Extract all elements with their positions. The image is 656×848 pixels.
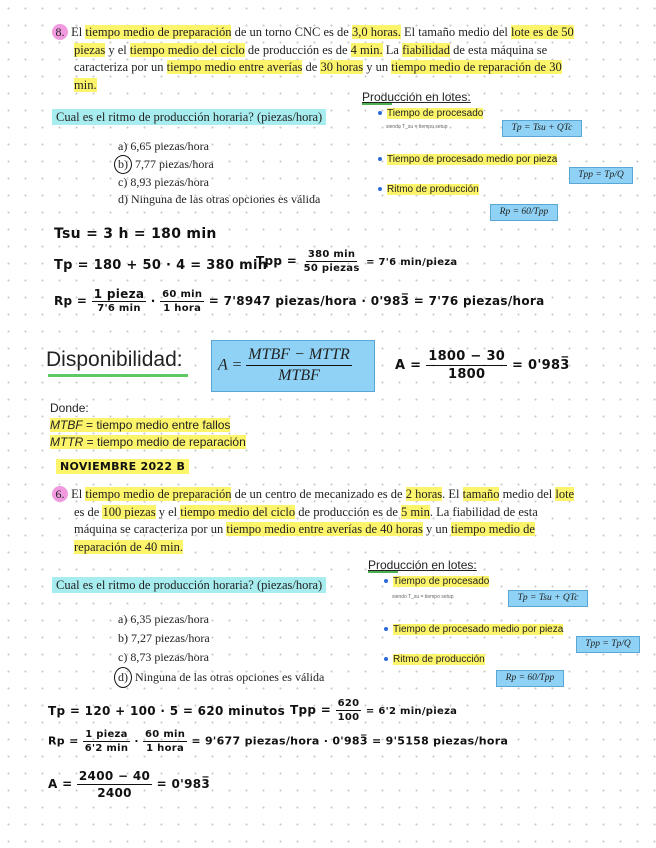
bullet-icon [384, 627, 388, 631]
bullet-icon [384, 579, 388, 583]
q6-question: Cual es el ritmo de producción horaria? (piezas/hora) [52, 578, 326, 593]
q6-line1: 6. El tiempo medio de preparación de un centro de mecanizado es de 2 horas. El tamaño medio del lote [52, 486, 642, 504]
setup-note: siendo T_su = tiempo setup [392, 594, 454, 600]
q8-line4: min. [74, 77, 97, 92]
q8-number: 8. [52, 24, 68, 40]
hw-rp-2: Rp = $\frac{\text{1 pieza}}{6'2 \min}$ · $\frac{60 \min}{\text{1 hora}}$ = 9'677 piezas/hora · 0'983̅ = 9'5158 piezas/hora [48, 729, 509, 754]
donde-block [50, 400, 246, 451]
info-panel-1 [362, 90, 642, 225]
fraction: $\frac{380 \min}{\text{50 piezas}}$ [303, 249, 360, 274]
formula-tp: Tp = Tsu + QTc [502, 120, 582, 137]
bullet-icon [378, 111, 382, 115]
formula-tp: Tp = Tsu + QTc [508, 590, 588, 607]
hw-tp-1: Tp = 180 + 50 · 4 = 380 min [54, 258, 268, 273]
donde-mttr: MTTR = tiempo medio de reparación [50, 435, 246, 449]
info-panel-2 [368, 558, 648, 693]
q8-options [118, 138, 320, 208]
disponibilidad-label: Disponibilidad: [46, 348, 188, 377]
q8-option-a[interactable]: a) 6,65 piezas/hora [118, 139, 209, 153]
q6-option-d[interactable]: d) Ninguna de las otras opciones es válida [118, 667, 324, 688]
info-title: Producción en lotes: [362, 90, 471, 104]
bullet-icon [384, 657, 388, 661]
fraction: $\frac{\text{MTBF − MTTR}}{\text{MTBF}}$ [248, 346, 350, 384]
q8-option-d[interactable]: d) Ninguna de las otras opciones es válida [118, 192, 321, 206]
section-heading-nov-2022: NOVIEMBRE 2022 B [56, 460, 189, 473]
formula-rp: Rp = 60/Tpp [490, 204, 558, 221]
formula-rp: Rp = 60/Tpp [496, 670, 564, 687]
q6-line4: reparación de 40 min. [74, 539, 183, 554]
q6-statement [52, 486, 642, 556]
underline-stroke [48, 374, 188, 377]
donde-mtbf: MTBF = tiempo medio entre fallos [50, 418, 231, 432]
info-item-avg-time-per-piece: Tiempo de procesado medio por pieza [378, 154, 557, 165]
fraction: $\frac{\text{1 pieza}}{6'2 \min}$ [84, 729, 129, 754]
info-title: Producción en lotes: [368, 558, 477, 572]
q8-option-c[interactable]: c) 8,93 piezas/hora [118, 175, 209, 189]
q8-statement [52, 24, 612, 94]
hw-rp-1: Rp = $\frac{\text{1 pieza}}{7'6 \min}$ · $\frac{60 \min}{\text{1 hora}}$ = 7'8947 piezas/hora · 0'983̅ = 7'76 piezas/hora [54, 287, 545, 314]
info-item-production-rate: Ritmo de producción [378, 184, 479, 195]
formula-tpp: Tpp = Tp/Q [569, 167, 633, 184]
q8-question: Cual es el ritmo de producción horaria? (piezas/hora) [52, 110, 326, 125]
hw-tpp-1: Tpp = $\frac{380 \min}{\text{50 piezas}}$ = 7'6 min/pieza [256, 249, 458, 274]
fraction: $\frac{620}{100}$ [337, 698, 360, 723]
bullet-icon [378, 157, 382, 161]
hw-tp-2: Tp = 120 + 100 · 5 = 620 minutos [48, 704, 286, 718]
formula-tpp: Tpp = Tp/Q [576, 636, 640, 653]
q6-option-a[interactable]: a) 6,35 piezas/hora [118, 612, 209, 626]
q6-options [118, 610, 324, 688]
q6-option-b[interactable]: b) 7,27 piezas/hora [118, 631, 210, 645]
hw-availability-calc-2: A = $\frac{2400 - 40}{2400}$ = 0'983̅ [48, 769, 211, 800]
info-item-production-rate: Ritmo de producción [384, 654, 485, 665]
info-item-avg-time-per-piece: Tiempo de procesado medio por pieza [384, 624, 563, 635]
hw-tsu: Tsu = 3 h = 180 min [54, 226, 217, 242]
q6-line2: es de 100 piezas y el tiempo medio del ciclo de producción es de 5 min. La fiabilidad de esta [74, 504, 538, 519]
info-item-processing-time: Tiempo de procesado [378, 108, 483, 119]
fraction: $\frac{60 \min}{\text{1 hora}}$ [162, 289, 203, 314]
q6-number: 6. [52, 486, 68, 502]
fraction: $\frac{1800 - 30}{1800}$ [428, 349, 506, 382]
hw-availability-calc-1: A = $\frac{1800 - 30}{1800}$ = 0'983̅ [395, 349, 570, 382]
bullet-icon [378, 187, 382, 191]
q8-line3: caracteriza por un tiempo medio entre averías de 30 horas y un tiempo medio de reparación de 30 [74, 60, 562, 74]
selected-answer-circle: d) [114, 667, 132, 688]
info-item-processing-time: Tiempo de procesado [384, 576, 489, 587]
selected-answer-circle: b) [114, 155, 132, 174]
q8-line2: piezas y el tiempo medio del ciclo de producción es de 4 min. La fiabilidad de esta máquina se [74, 42, 548, 57]
q8-line1: 8. El tiempo medio de preparación de un torno CNC es de 3,0 horas. El tamaño medio del lote es de 50 [52, 24, 612, 42]
hw-tpp-2: Tpp = $\frac{620}{100}$ = 6'2 min/pieza [290, 698, 458, 723]
availability-formula: A = $\frac{\text{MTBF − MTTR}}{\text{MTBF}}$ [218, 346, 350, 384]
donde-label: Donde: [50, 401, 89, 415]
fraction: $\frac{60 \min}{\text{1 hora}}$ [145, 729, 186, 754]
fraction: $\frac{2400 - 40}{2400}$ [78, 769, 151, 800]
q8-option-b[interactable]: b) 7,77 piezas/hora [118, 155, 320, 174]
q6-line3: máquina se caracteriza por un tiempo medio entre averías de 40 horas y un tiempo medio de [74, 522, 535, 536]
q6-option-c[interactable]: c) 8,73 piezas/hora [118, 650, 209, 664]
setup-note: siendo T_su = tiempo setup [386, 124, 448, 130]
fraction: $\frac{\text{1 pieza}}{7'6 \min}$ [93, 287, 145, 314]
availability-formula-box [211, 340, 375, 392]
